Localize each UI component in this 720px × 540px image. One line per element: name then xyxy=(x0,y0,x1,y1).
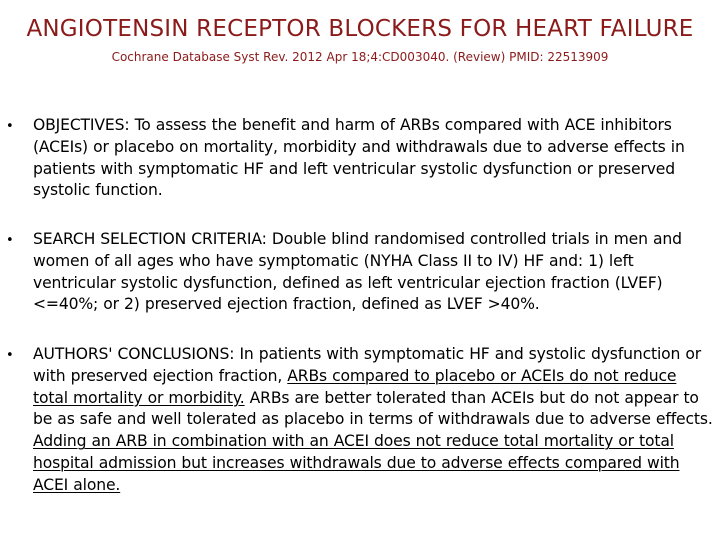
search-criteria-text: SEARCH SELECTION CRITERIA: Double blind randomised controlled trials in men and women of all ages who have symptomatic (NYHA Class II to IV) HF and: 1) left ventricular systolic dysfunction, defined as left ventricular ejection fraction (LVEF) <=40%; or 2) preserved ejection fraction, defined as LVEF >40%. xyxy=(33,230,682,314)
conclusions-middle: ARBs are better tolerated than ACEIs but do not appear to be as safe and well tolerated as placebo in terms of withdrawals due to adverse effects. xyxy=(33,388,713,429)
bullet-marker: • xyxy=(6,348,14,363)
conclusions-underlined-finding-2: Adding an ARB in combination with an ACEI does not reduce total mortality or total hospital admission but increases withdrawals due to adverse effects compared with ACEI alone. xyxy=(33,432,680,494)
objectives-text: OBJECTIVES: To assess the benefit and harm of ARBs compared with ACE inhibitors (ACEIs) or placebo on mortality, morbidity and withdrawals due to adverse effects in patients with symptomatic HF and left ventricular systolic dysfunction or preserved systolic function. xyxy=(33,116,685,200)
conclusions-underlined-finding-1: ARBs compared to placebo or ACEIs do not reduce total mortality or morbidity. xyxy=(33,366,677,407)
bullet-marker: • xyxy=(6,233,14,248)
citation-subtitle: Cochrane Database Syst Rev. 2012 Apr 18;4:CD003040. (Review) PMID: 22513909 xyxy=(111,50,609,64)
conclusions-text xyxy=(33,344,713,497)
bullet-marker: • xyxy=(6,119,14,134)
slide-title: ANGIOTENSIN RECEPTOR BLOCKERS FOR HEART FAILURE xyxy=(26,16,694,42)
conclusions-intro: AUTHORS' CONCLUSIONS: In patients with symptomatic HF and systolic dysfunction or with preserved ejection fraction, xyxy=(33,345,702,385)
